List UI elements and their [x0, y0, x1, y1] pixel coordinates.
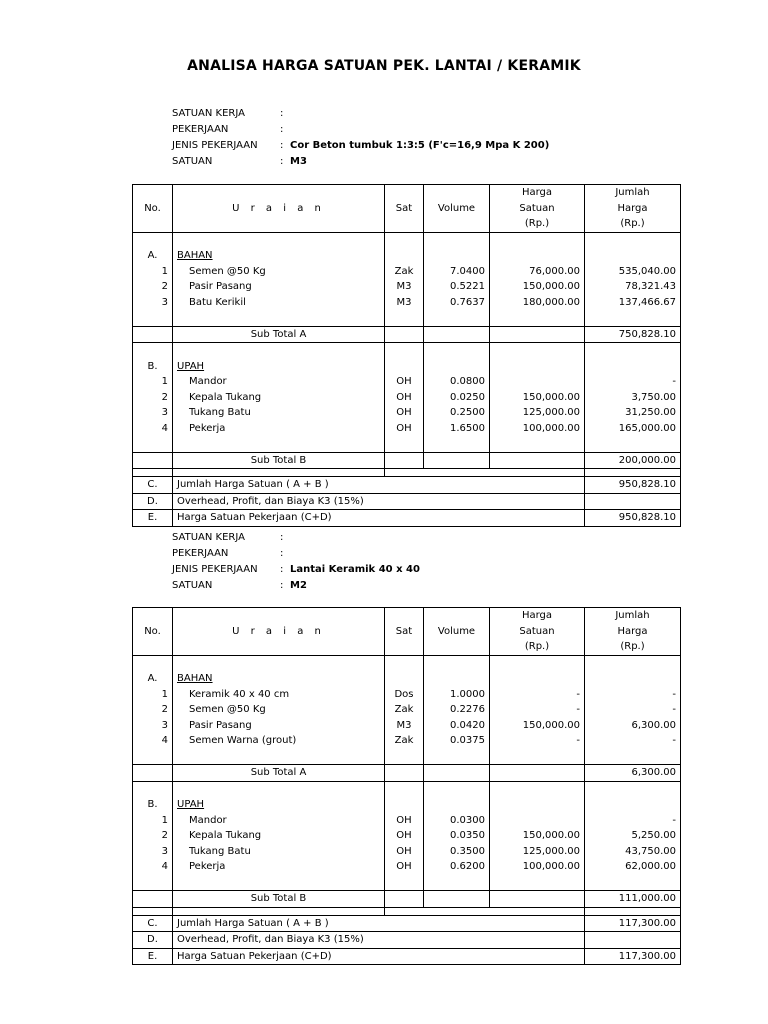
subtotal-row — [133, 765, 681, 782]
header-volume: Volume — [424, 201, 490, 217]
jenis-pekerjaan-value: Lantai Keramik 40 x 40 — [290, 564, 420, 575]
item-harga-satuan: 125,000.00 — [490, 844, 585, 860]
empty-cell — [385, 875, 424, 891]
total-value: 950,828.10 — [585, 477, 681, 494]
item-name: Tukang Batu — [173, 844, 385, 860]
item-volume: 0.0350 — [424, 828, 490, 844]
item-sat: OH — [385, 813, 424, 829]
empty-cell — [385, 436, 424, 452]
item-volume: 0.0420 — [424, 718, 490, 734]
item-no: 2 — [133, 390, 173, 406]
spacer-row — [133, 343, 681, 359]
item-name: Kepala Tukang — [173, 390, 385, 406]
empty-cell — [490, 436, 585, 452]
empty-cell — [490, 875, 585, 891]
item-no: 1 — [133, 374, 173, 390]
item-jumlah-harga: - — [585, 733, 681, 749]
subtotal-label: Sub Total A — [173, 765, 385, 782]
header-uraian: U r a i a n — [173, 624, 385, 640]
item-name: Keramik 40 x 40 cm — [173, 687, 385, 703]
empty-cell — [585, 655, 681, 671]
empty-cell — [585, 781, 681, 797]
header-jumlah: Jumlah — [585, 608, 681, 624]
total-code: C. — [133, 915, 173, 932]
item-volume: 1.0000 — [424, 687, 490, 703]
empty-cell — [133, 436, 173, 452]
total-value: 950,828.10 — [585, 510, 681, 527]
price-analysis-table — [132, 607, 681, 965]
info-label: JENIS PEKERJAAN — [172, 564, 258, 575]
group-header-row — [133, 248, 681, 264]
table-row — [133, 264, 681, 280]
price-analysis-table — [132, 184, 681, 527]
header-harga: Harga — [490, 608, 585, 624]
header-sat: Sat — [385, 624, 424, 640]
spacer-row — [133, 232, 681, 248]
table-row — [133, 374, 681, 390]
empty-cell — [133, 875, 173, 891]
header-jumlah-harga: Harga — [585, 201, 681, 217]
empty-cell — [173, 343, 385, 359]
info-colon: : — [280, 140, 284, 151]
empty-cell — [385, 671, 424, 687]
table-row — [133, 702, 681, 718]
item-volume: 0.2276 — [424, 702, 490, 718]
item-no: 3 — [133, 718, 173, 734]
item-volume: 0.6200 — [424, 859, 490, 875]
info-label: SATUAN — [172, 580, 213, 591]
header-harga-unit: (Rp.) — [490, 639, 585, 655]
item-jumlah-harga: 43,750.00 — [585, 844, 681, 860]
info-colon: : — [280, 532, 284, 543]
item-no: 4 — [133, 859, 173, 875]
total-row — [133, 915, 681, 932]
item-no: 3 — [133, 405, 173, 421]
info-colon: : — [280, 580, 284, 591]
info-colon: : — [280, 108, 284, 119]
item-harga-satuan: 150,000.00 — [490, 390, 585, 406]
group-code: B. — [133, 797, 173, 813]
empty-cell — [585, 671, 681, 687]
item-jumlah-harga: 6,300.00 — [585, 718, 681, 734]
total-label: Jumlah Harga Satuan ( A + B ) — [173, 477, 585, 494]
item-volume: 0.2500 — [424, 405, 490, 421]
item-name: Semen @50 Kg — [173, 702, 385, 718]
item-sat: OH — [385, 828, 424, 844]
info-row-satuan-kerja — [172, 106, 549, 122]
info-colon: : — [280, 564, 284, 575]
item-harga-satuan: - — [490, 733, 585, 749]
item-volume: 0.0375 — [424, 733, 490, 749]
item-sat: OH — [385, 390, 424, 406]
total-value — [585, 493, 681, 510]
info-label: SATUAN KERJA — [172, 108, 245, 119]
info-row-pekerjaan — [172, 546, 420, 562]
total-row — [133, 510, 681, 527]
info-colon: : — [280, 124, 284, 135]
subtotal-value: 6,300.00 — [585, 765, 681, 782]
total-row — [133, 948, 681, 965]
table-row — [133, 828, 681, 844]
empty-cell — [385, 343, 424, 359]
item-harga-satuan — [490, 374, 585, 390]
empty-cell — [173, 875, 385, 891]
item-no: 3 — [133, 844, 173, 860]
item-name: Semen @50 Kg — [173, 264, 385, 280]
total-row — [133, 477, 681, 494]
empty-cell — [133, 781, 173, 797]
header-sat: Sat — [385, 201, 424, 217]
group-code: B. — [133, 359, 173, 375]
item-name: Pekerja — [173, 421, 385, 437]
table-row — [133, 421, 681, 437]
item-harga-satuan: 100,000.00 — [490, 859, 585, 875]
item-jumlah-harga: 5,250.00 — [585, 828, 681, 844]
item-harga-satuan: 150,000.00 — [490, 718, 585, 734]
empty-cell — [173, 655, 385, 671]
group-label: UPAH — [173, 359, 385, 375]
header-jumlah-unit: (Rp.) — [585, 639, 681, 655]
item-jumlah-harga: 62,000.00 — [585, 859, 681, 875]
item-jumlah-harga: - — [585, 702, 681, 718]
item-harga-satuan — [490, 813, 585, 829]
empty-cell — [133, 232, 173, 248]
group-label: BAHAN — [173, 671, 385, 687]
total-value: 117,300.00 — [585, 948, 681, 965]
item-jumlah-harga: 535,040.00 — [585, 264, 681, 280]
header-no: No. — [133, 201, 173, 217]
total-label: Harga Satuan Pekerjaan (C+D) — [173, 948, 585, 965]
group-header-row — [133, 671, 681, 687]
empty-cell — [490, 781, 585, 797]
empty-cell — [490, 343, 585, 359]
item-jumlah-harga: 165,000.00 — [585, 421, 681, 437]
item-volume: 1.6500 — [424, 421, 490, 437]
empty-cell — [424, 797, 490, 813]
empty-cell — [173, 310, 385, 326]
empty-cell — [385, 359, 424, 375]
header-row — [133, 624, 681, 640]
empty-cell — [133, 343, 173, 359]
empty-cell — [173, 781, 385, 797]
header-harga-unit: (Rp.) — [490, 216, 585, 232]
group-code: A. — [133, 248, 173, 264]
empty-cell — [424, 248, 490, 264]
item-name: Pekerja — [173, 859, 385, 875]
empty-cell — [385, 232, 424, 248]
spacer-row — [133, 875, 681, 891]
item-harga-satuan: 180,000.00 — [490, 295, 585, 311]
spacer-row — [133, 749, 681, 765]
item-jumlah-harga: - — [585, 687, 681, 703]
item-harga-satuan: 100,000.00 — [490, 421, 585, 437]
item-sat: OH — [385, 405, 424, 421]
empty-cell — [424, 671, 490, 687]
total-label: Jumlah Harga Satuan ( A + B ) — [173, 915, 585, 932]
item-no: 4 — [133, 733, 173, 749]
item-volume: 0.0250 — [424, 390, 490, 406]
item-harga-satuan: - — [490, 687, 585, 703]
header-jumlah-unit: (Rp.) — [585, 216, 681, 232]
subtotal-value: 111,000.00 — [585, 891, 681, 908]
empty-cell — [424, 310, 490, 326]
total-value — [585, 932, 681, 949]
item-sat: M3 — [385, 295, 424, 311]
page-title: ANALISA HARGA SATUAN PEK. LANTAI / KERAMIK — [187, 58, 581, 74]
empty-cell — [424, 452, 490, 469]
item-no: 3 — [133, 295, 173, 311]
item-harga-satuan: 150,000.00 — [490, 828, 585, 844]
header-harga: Harga — [490, 185, 585, 201]
item-no: 2 — [133, 279, 173, 295]
header-row — [133, 185, 681, 201]
item-harga-satuan: 76,000.00 — [490, 264, 585, 280]
empty-cell — [490, 452, 585, 469]
table-row — [133, 390, 681, 406]
info-row-jenis-pekerjaan — [172, 138, 549, 154]
table-row — [133, 733, 681, 749]
empty-cell — [585, 875, 681, 891]
empty-cell — [585, 248, 681, 264]
empty-cell — [490, 248, 585, 264]
total-code: E. — [133, 510, 173, 527]
total-code: D. — [133, 932, 173, 949]
header-row — [133, 201, 681, 217]
empty-cell — [585, 797, 681, 813]
item-no: 1 — [133, 687, 173, 703]
header-no: No. — [133, 624, 173, 640]
total-label: Harga Satuan Pekerjaan (C+D) — [173, 510, 585, 527]
item-harga-satuan: 150,000.00 — [490, 279, 585, 295]
header-jumlah-harga: Harga — [585, 624, 681, 640]
header-volume: Volume — [424, 624, 490, 640]
info-row-satuan-kerja — [172, 530, 420, 546]
empty-cell — [490, 749, 585, 765]
satuan-value: M3 — [290, 156, 307, 167]
group-header-row — [133, 797, 681, 813]
empty-cell — [173, 436, 385, 452]
empty-cell — [385, 749, 424, 765]
group-label: UPAH — [173, 797, 385, 813]
spacer-row — [133, 655, 681, 671]
empty-cell — [385, 891, 424, 908]
item-name: Tukang Batu — [173, 405, 385, 421]
item-jumlah-harga: - — [585, 374, 681, 390]
empty-cell — [585, 359, 681, 375]
empty-cell — [424, 749, 490, 765]
item-harga-satuan: 125,000.00 — [490, 405, 585, 421]
table-row — [133, 718, 681, 734]
total-code: C. — [133, 477, 173, 494]
item-no: 1 — [133, 813, 173, 829]
empty-cell — [424, 655, 490, 671]
item-sat: OH — [385, 844, 424, 860]
info-label: PEKERJAAN — [172, 548, 229, 559]
header-row — [133, 608, 681, 624]
spacer-row — [133, 469, 681, 477]
item-name: Mandor — [173, 813, 385, 829]
info-label: JENIS PEKERJAAN — [172, 140, 258, 151]
item-jumlah-harga: 78,321.43 — [585, 279, 681, 295]
item-sat: Zak — [385, 264, 424, 280]
satuan-value: M2 — [290, 580, 307, 591]
table-row — [133, 405, 681, 421]
spacer-row — [133, 436, 681, 452]
header-jumlah: Jumlah — [585, 185, 681, 201]
total-code: E. — [133, 948, 173, 965]
empty-cell — [424, 891, 490, 908]
empty-cell — [585, 749, 681, 765]
empty-cell — [133, 310, 173, 326]
work-info-block — [172, 530, 420, 594]
empty-cell — [490, 671, 585, 687]
item-no: 2 — [133, 828, 173, 844]
subtotal-row — [133, 326, 681, 343]
total-value: 117,300.00 — [585, 915, 681, 932]
item-name: Mandor — [173, 374, 385, 390]
table-row — [133, 859, 681, 875]
group-code: A. — [133, 671, 173, 687]
info-label: PEKERJAAN — [172, 124, 229, 135]
table-row — [133, 844, 681, 860]
subtotal-label: Sub Total B — [173, 891, 385, 908]
empty-cell — [173, 749, 385, 765]
info-label: SATUAN KERJA — [172, 532, 245, 543]
item-harga-satuan: - — [490, 702, 585, 718]
item-jumlah-harga: - — [585, 813, 681, 829]
item-volume: 0.7637 — [424, 295, 490, 311]
subtotal-row — [133, 452, 681, 469]
empty-cell — [585, 232, 681, 248]
item-sat: M3 — [385, 718, 424, 734]
info-row-satuan — [172, 154, 549, 170]
empty-cell — [490, 232, 585, 248]
item-volume: 0.3500 — [424, 844, 490, 860]
empty-cell — [424, 875, 490, 891]
info-row-pekerjaan — [172, 122, 549, 138]
empty-cell — [490, 655, 585, 671]
item-name: Kepala Tukang — [173, 828, 385, 844]
item-sat: Zak — [385, 702, 424, 718]
empty-cell — [385, 326, 424, 343]
empty-cell — [490, 359, 585, 375]
item-name: Semen Warna (grout) — [173, 733, 385, 749]
total-code: D. — [133, 493, 173, 510]
work-info-block — [172, 106, 549, 170]
item-name: Batu Kerikil — [173, 295, 385, 311]
jenis-pekerjaan-value: Cor Beton tumbuk 1:3:5 (F'c=16,9 Mpa K 200) — [290, 140, 550, 151]
subtotal-label: Sub Total A — [173, 326, 385, 343]
item-sat: Zak — [385, 733, 424, 749]
item-volume: 0.0300 — [424, 813, 490, 829]
empty-cell — [424, 232, 490, 248]
total-row — [133, 932, 681, 949]
header-row — [133, 216, 681, 232]
table-row — [133, 813, 681, 829]
table-row — [133, 687, 681, 703]
item-volume: 0.5221 — [424, 279, 490, 295]
item-no: 1 — [133, 264, 173, 280]
table-row — [133, 295, 681, 311]
empty-cell — [424, 765, 490, 782]
empty-cell — [424, 359, 490, 375]
info-colon: : — [280, 548, 284, 559]
empty-cell — [585, 436, 681, 452]
empty-cell — [424, 436, 490, 452]
subtotal-label: Sub Total B — [173, 452, 385, 469]
item-sat: M3 — [385, 279, 424, 295]
item-sat: Dos — [385, 687, 424, 703]
empty-cell — [490, 765, 585, 782]
total-row — [133, 493, 681, 510]
empty-cell — [424, 326, 490, 343]
empty-cell — [173, 232, 385, 248]
empty-cell — [385, 248, 424, 264]
empty-cell — [490, 797, 585, 813]
empty-cell — [385, 781, 424, 797]
header-harga-satuan: Satuan — [490, 201, 585, 217]
total-label: Overhead, Profit, dan Biaya K3 (15%) — [173, 932, 585, 949]
spacer-row — [133, 907, 681, 915]
subtotal-value: 750,828.10 — [585, 326, 681, 343]
info-row-satuan — [172, 578, 420, 594]
item-jumlah-harga: 3,750.00 — [585, 390, 681, 406]
spacer-row — [133, 310, 681, 326]
empty-cell — [385, 765, 424, 782]
table-row — [133, 279, 681, 295]
item-sat: OH — [385, 859, 424, 875]
info-colon: : — [280, 156, 284, 167]
group-header-row — [133, 359, 681, 375]
total-label: Overhead, Profit, dan Biaya K3 (15%) — [173, 493, 585, 510]
empty-cell — [585, 343, 681, 359]
empty-cell — [490, 326, 585, 343]
empty-cell — [385, 310, 424, 326]
item-jumlah-harga: 137,466.67 — [585, 295, 681, 311]
item-no: 4 — [133, 421, 173, 437]
empty-cell — [424, 781, 490, 797]
subtotal-value: 200,000.00 — [585, 452, 681, 469]
info-label: SATUAN — [172, 156, 213, 167]
empty-cell — [490, 891, 585, 908]
empty-cell — [385, 655, 424, 671]
empty-cell — [133, 749, 173, 765]
empty-cell — [490, 310, 585, 326]
empty-cell — [385, 452, 424, 469]
item-sat: OH — [385, 421, 424, 437]
empty-cell — [424, 343, 490, 359]
empty-cell — [385, 797, 424, 813]
item-no: 2 — [133, 702, 173, 718]
group-label: BAHAN — [173, 248, 385, 264]
header-row — [133, 639, 681, 655]
empty-cell — [585, 310, 681, 326]
item-jumlah-harga: 31,250.00 — [585, 405, 681, 421]
header-harga-satuan: Satuan — [490, 624, 585, 640]
info-row-jenis-pekerjaan — [172, 562, 420, 578]
header-uraian: U r a i a n — [173, 201, 385, 217]
subtotal-row — [133, 891, 681, 908]
item-name: Pasir Pasang — [173, 279, 385, 295]
empty-cell — [133, 655, 173, 671]
item-sat: OH — [385, 374, 424, 390]
spacer-row — [133, 781, 681, 797]
item-volume: 7.0400 — [424, 264, 490, 280]
item-name: Pasir Pasang — [173, 718, 385, 734]
item-volume: 0.0800 — [424, 374, 490, 390]
